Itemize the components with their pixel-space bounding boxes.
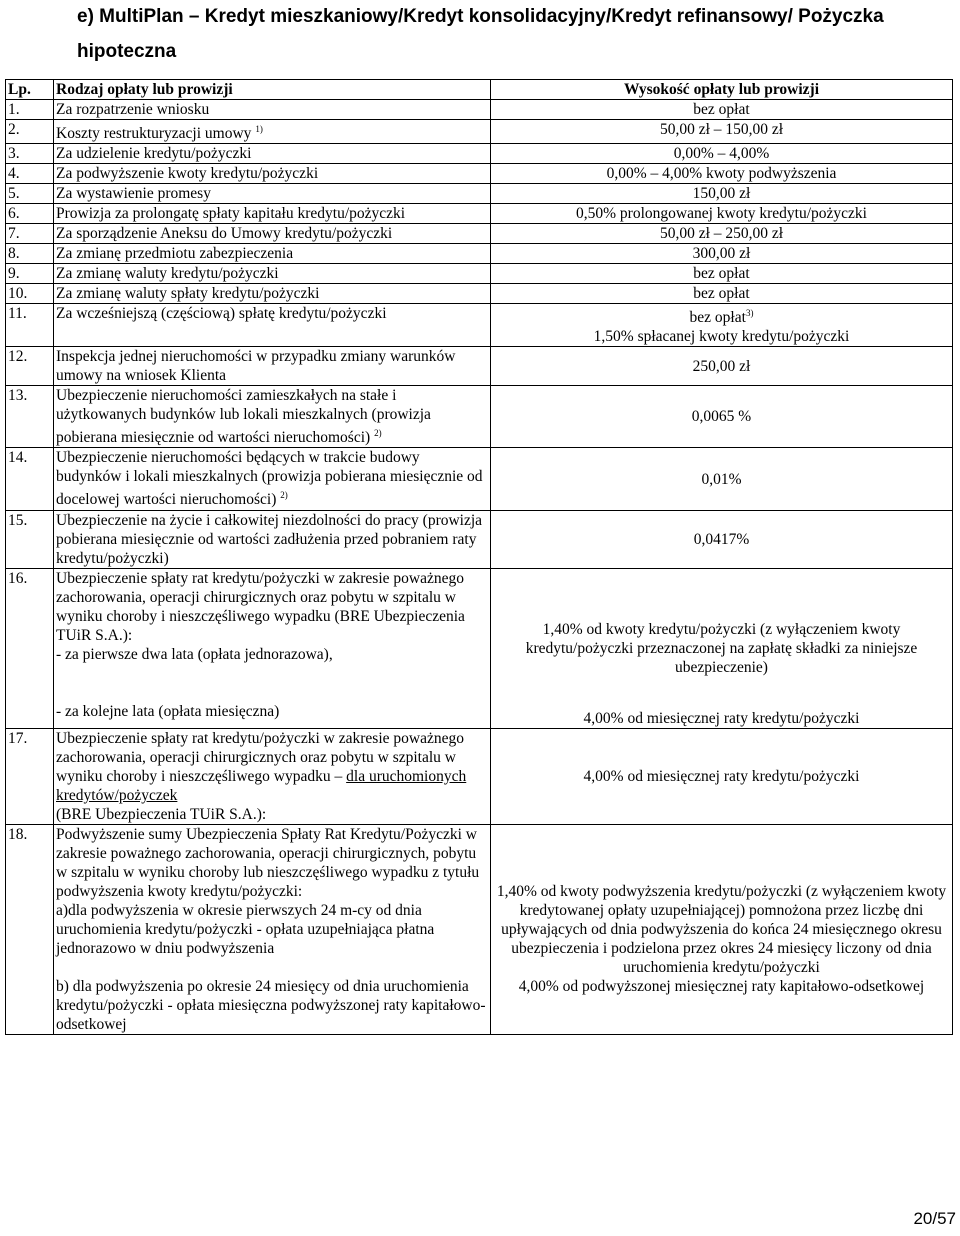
header-lp: Lp. (6, 80, 54, 100)
row-value: 0,0417% (491, 510, 953, 568)
row-desc (54, 568, 491, 728)
row-lp: 13. (6, 386, 54, 448)
row-desc: Za zmianę przedmiotu zabezpieczenia (54, 244, 491, 264)
row-desc: Za rozpatrzenie wniosku (54, 100, 491, 120)
row-desc-text: Ubezpieczenie spłaty rat kredytu/pożyczki w zakresie poważnego zachorowania, operacji chirurgicznych oraz pobytu w szpitalu w wyniku choroby i nieszczęśliwego wypadku – (56, 729, 464, 785)
row-desc: Ubezpieczenie na życie i całkowitej niezdolności do pracy (prowizja pobierana miesięcznie od wartości zadłużenia przed pobraniem raty kredytu/pożyczki) (54, 510, 491, 568)
row-value: 0,00% – 4,00% kwoty podwyższenia (491, 164, 953, 184)
row-desc (54, 120, 491, 144)
row-lp: 14. (6, 448, 54, 510)
footnote-ref: 2) (280, 490, 288, 501)
row-desc (54, 448, 491, 510)
footnote-ref: 3) (745, 308, 754, 319)
row-value: 50,00 zł – 250,00 zł (491, 224, 953, 244)
row-desc: Za udzielenie kredytu/pożyczki (54, 144, 491, 164)
row-value: 300,00 zł (491, 244, 953, 264)
row-value-part-a: 1,40% od kwoty kredytu/pożyczki (z wyłączeniem kwoty kredytu/pożyczki przeznaczonej na zapłatę składki za niniejsze ubezpieczenie) (525, 620, 918, 676)
row-value: 0,0065 % (491, 386, 953, 448)
row-desc-part-a: - za pierwsze dwa lata (opłata jednorazowa), (56, 645, 333, 663)
row-lp: 7. (6, 224, 54, 244)
table-row (6, 184, 953, 204)
table-header-row (6, 80, 953, 100)
row-value (491, 824, 953, 1034)
table-row (6, 264, 953, 284)
row-lp: 5. (6, 184, 54, 204)
row-lp: 15. (6, 510, 54, 568)
row-value: 0,01% (491, 448, 953, 510)
row-desc-text: Ubezpieczenie nieruchomości będących w trakcie budowy budynków i lokali mieszkalnych (prowizja pobierana miesięcznie od docelowej wartości nieruchomości) (56, 449, 483, 509)
row-value: 0,50% prolongowanej kwoty kredytu/pożyczki (491, 204, 953, 224)
row-desc-part-b: b) dla podwyższenia po okresie 24 miesięcy od dnia uruchomienia kredytu/pożyczki - opłata miesięczna podwyższonej raty kapitałowo-odsetkowej (56, 977, 486, 1033)
table-row (6, 204, 953, 224)
row-desc-text: Podwyższenie sumy Ubezpieczenia Spłaty Rat Kredytu/Pożyczki w zakresie poważnego zachorowania, operacji chirurgicznych, pobytu w szpitalu w wyniku choroby lub nieszczęśliwego wypadku z tytułu podwyższenia kwoty kredytu/pożyczki: (56, 825, 480, 900)
table-row (6, 224, 953, 244)
row-value (491, 304, 953, 347)
row-lp: 1. (6, 100, 54, 120)
row-lp: 8. (6, 244, 54, 264)
row-desc-part-b: - za kolejne lata (opłata miesięczna) (56, 702, 280, 720)
table-row (6, 824, 953, 1034)
table-row (6, 144, 953, 164)
row-lp: 2. (6, 120, 54, 144)
row-lp: 4. (6, 164, 54, 184)
row-desc-text: Ubezpieczenie spłaty rat kredytu/pożyczki w zakresie poważnego zachorowania, operacji chirurgicznych oraz pobytu w szpitalu w wyniku choroby i nieszczęśliwego wypadku (BRE Ubezpieczenia TUiR S.A.): (56, 569, 465, 644)
row-desc (54, 824, 491, 1034)
fees-table (5, 79, 953, 1035)
row-value-text: bez opłat (689, 309, 746, 327)
table-row (6, 347, 953, 386)
row-desc: Za zmianę waluty kredytu/pożyczki (54, 264, 491, 284)
table-row (6, 164, 953, 184)
row-lp: 9. (6, 264, 54, 284)
row-value: 4,00% od miesięcznej raty kredytu/pożyczki (491, 728, 953, 824)
row-desc: Inspekcja jednej nieruchomości w przypadku zmiany warunków umowy na wniosek Klienta (54, 347, 491, 386)
row-value: bez opłat (491, 264, 953, 284)
table-row (6, 284, 953, 304)
table-row (6, 100, 953, 120)
row-desc-underlined: dla uruchomionych kredytów/pożyczek (56, 767, 467, 804)
row-value: 0,00% – 4,00% (491, 144, 953, 164)
row-desc: Za wystawienie promesy (54, 184, 491, 204)
row-value: bez opłat (491, 284, 953, 304)
row-value-part-b: 4,00% od podwyższonej miesięcznej raty kapitałowo-odsetkowej (518, 977, 925, 995)
heading-line-2: hipoteczna (77, 41, 177, 62)
row-value-part-a: 1,40% od kwoty podwyższenia kredytu/pożyczki (z wyłączeniem kwoty kredytowanej opłaty uzupełniającej) pomnożona przez liczbę dni upływających od dnia podwyższenia do końca 24 miesięcznego okresu ubezpieczenia i podzielona przez okres 24 miesięcy liczony od dnia uruchomienia kredytu/pożyczki (496, 882, 947, 976)
table-row (6, 386, 953, 448)
row-value-text-2: 1,50% spłacanej kwoty kredytu/pożyczki (593, 328, 850, 346)
page-number: 20/57 (913, 1209, 956, 1228)
row-lp: 6. (6, 204, 54, 224)
table-row (6, 304, 953, 347)
table-row (6, 448, 953, 510)
row-desc (54, 728, 491, 824)
row-desc: Prowizja za prolongatę spłaty kapitału kredytu/pożyczki (54, 204, 491, 224)
row-desc: Za sporządzenie Aneksu do Umowy kredytu/pożyczki (54, 224, 491, 244)
row-value (491, 568, 953, 728)
row-value: 50,00 zł – 150,00 zł (491, 120, 953, 144)
row-lp: 10. (6, 284, 54, 304)
footnote-ref: 2) (374, 428, 382, 439)
row-desc-text: Ubezpieczenie nieruchomości zamieszkałych na stałe i użytkowanych budynków lub lokali mieszkalnych (prowizja pobierana miesięcznie od wartości nieruchomości) (56, 387, 431, 447)
row-lp: 18. (6, 824, 54, 1034)
row-value: 150,00 zł (491, 184, 953, 204)
table-row (6, 568, 953, 728)
row-desc (54, 386, 491, 448)
row-lp: 16. (6, 568, 54, 728)
table-row (6, 728, 953, 824)
table-row (6, 510, 953, 568)
row-lp: 12. (6, 347, 54, 386)
row-value-part-b: 4,00% od miesięcznej raty kredytu/pożyczki (583, 709, 860, 727)
table-row (6, 244, 953, 264)
row-lp: 17. (6, 728, 54, 824)
footnote-ref: 1) (255, 124, 263, 134)
heading-line-1: e) MultiPlan – Kredyt mieszkaniowy/Kredyt konsolidacyjny/Kredyt refinansowy/ Pożyczka (77, 6, 884, 27)
row-lp: 3. (6, 144, 54, 164)
section-heading (77, 0, 884, 68)
row-desc: Za podwyższenie kwoty kredytu/pożyczki (54, 164, 491, 184)
table-row (6, 120, 953, 144)
row-desc-end: (BRE Ubezpieczenia TUiR S.A.): (56, 805, 267, 823)
row-value: bez opłat (491, 100, 953, 120)
row-desc-text: Koszty restrukturyzacji umowy (56, 125, 252, 143)
header-desc: Rodzaj opłaty lub prowizji (54, 80, 491, 100)
row-desc: Za zmianę waluty spłaty kredytu/pożyczki (54, 284, 491, 304)
row-desc: Za wcześniejszą (częściową) spłatę kredytu/pożyczki (54, 304, 491, 347)
row-desc-part-a: a)dla podwyższenia w okresie pierwszych 24 m-cy od dnia uruchomienia kredytu/pożyczki - opłata uzupełniająca płatna jednorazowo w dniu podwyższenia (56, 901, 435, 957)
row-lp: 11. (6, 304, 54, 347)
header-value: Wysokość opłaty lub prowizji (491, 80, 953, 100)
row-value: 250,00 zł (491, 347, 953, 386)
